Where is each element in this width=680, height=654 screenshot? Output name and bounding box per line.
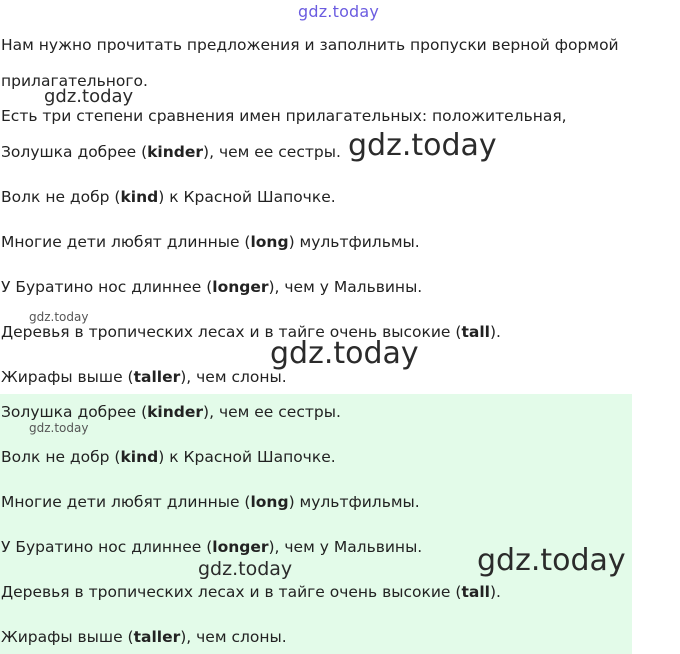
answer-block (0, 394, 632, 654)
answer-word: kinder (147, 143, 204, 161)
answer-sentence-6: Жирафы выше (taller), чем слоны. (1, 628, 287, 646)
answer-word: kind (120, 448, 159, 466)
answer-word: tall (461, 583, 490, 601)
answer-word: kinder (147, 403, 204, 421)
answer-word: taller (133, 628, 181, 646)
answer-sentence-5: Деревья в тропических лесах и в тайге очень высокие (tall). (1, 583, 501, 601)
answer-sentence-2: Волк не добр (kind) к Красной Шапочке. (1, 448, 336, 466)
sentence-5: Деревья в тропических лесах и в тайге очень высокие (tall). (1, 323, 501, 341)
sentence-6: Жирафы выше (taller), чем слоны. (1, 368, 287, 386)
answer-word: long (250, 493, 289, 511)
answer-word: longer (212, 538, 269, 556)
answer-word: tall (461, 323, 490, 341)
watermark: gdz.today (198, 558, 293, 580)
watermark-top: gdz.today (298, 2, 380, 21)
answer-sentence-1: Золушка добрее (kinder), чем ее сестры. (1, 403, 341, 421)
answer-sentence-4: У Буратино нос длиннее (longer), чем у Мальвины. (1, 538, 423, 556)
answer-word: long (250, 233, 289, 251)
watermark: gdz.today (29, 421, 89, 435)
watermark: gdz.today (348, 128, 497, 163)
watermark: gdz.today (270, 336, 419, 371)
answer-word: kind (120, 188, 159, 206)
sentence-2: Волк не добр (kind) к Красной Шапочке. (1, 188, 336, 206)
answer-word: taller (133, 368, 181, 386)
answer-sentence-3: Многие дети любят длинные (long) мультфильмы. (1, 493, 420, 511)
watermark: gdz.today (477, 543, 626, 578)
sentence-3: Многие дети любят длинные (long) мультфильмы. (1, 233, 420, 251)
intro-line-2: прилагательного. (1, 72, 148, 90)
watermark: gdz.today (29, 310, 89, 324)
sentence-4: У Буратино нос длиннее (longer), чем у Мальвины. (1, 278, 423, 296)
sentence-1: Золушка добрее (kinder), чем ее сестры. (1, 143, 341, 161)
answer-word: longer (212, 278, 269, 296)
watermark: gdz.today (44, 86, 134, 107)
intro-line-1: Нам нужно прочитать предложения и заполнить пропуски верной формой (1, 36, 619, 54)
intro-line-3: Есть три степени сравнения имен прилагательных: положительная, (1, 107, 567, 125)
